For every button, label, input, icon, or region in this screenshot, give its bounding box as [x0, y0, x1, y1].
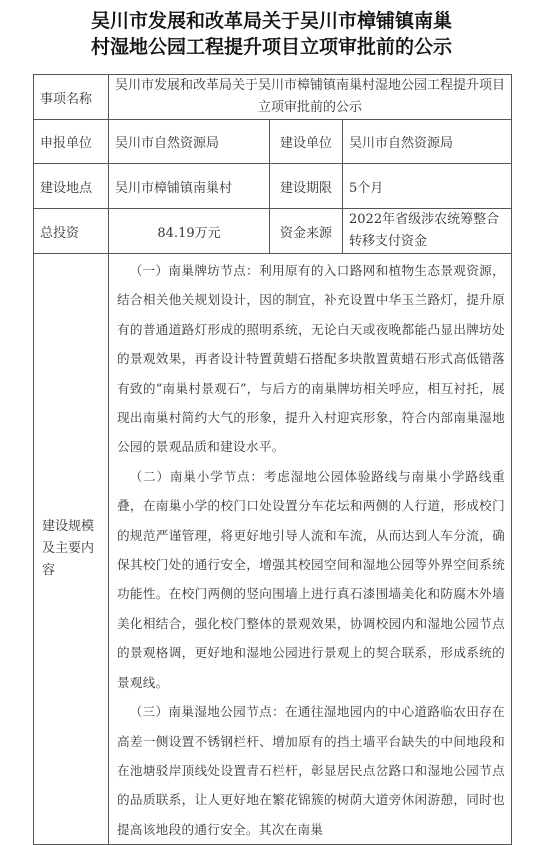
builder-value: 吴川市自然资源局: [343, 120, 512, 164]
fund-label: 资金来源: [270, 209, 343, 254]
row-applicant: [34, 120, 512, 164]
period-label: 建设期限: [270, 164, 343, 209]
builder-label: 建设单位: [270, 120, 343, 164]
row-location: [34, 164, 512, 209]
investment-value: 84.19万元: [109, 209, 270, 254]
scope-paragraph-1: （一）南巢牌坊节点：利用原有的入口路网和植物生态景观资源，结合相关他关规划设计，因的制宜，补充设置中华玉兰路灯，提升原有的普通道路灯形成的照明系统，无论白天或夜晚都能凸显出牌坊处的景观效果，再者设计特置黄蜡石搭配多块散置黄蜡石形式高低错落有致的“南巢村景观石”，与后方的南巢牌坊相关呼应，相互衬托，展现出南巢村简约大气的形象，提升入村迎宾形象，符合内部南巢湿地公园的景观品质和建设水平。: [117, 263, 506, 455]
period-value: 5个月: [343, 164, 512, 209]
row-item-name: [34, 75, 512, 120]
scope-content: [109, 254, 512, 845]
location-label: 建设地点: [34, 164, 109, 209]
document-title: [0, 8, 543, 60]
title-line-2: 村湿地公园工程提升项目立项审批前的公示: [90, 36, 452, 58]
item-name-label: 事项名称: [34, 75, 109, 120]
applicant-label: 申报单位: [34, 120, 109, 164]
row-investment: [34, 209, 512, 254]
item-name-value: 吴川市发展和改革局关于吴川市樟铺镇南巢村湿地公园工程提升项目立项审批前的公示: [109, 75, 512, 120]
title-line-1: 吴川市发展和改革局关于吴川市樟铺镇南巢: [90, 10, 452, 32]
location-value: 吴川市樟铺镇南巢村: [109, 164, 270, 209]
scope-paragraph-3: （三）南巢湿地公园节点：在通往湿地园内的中心道路临农田存在高差一侧设置不锈钢栏杆、增加原有的挡土墙平台缺失的中间地段和在池塘驳岸顶线处设置青石栏杆，彰显居民点岔路口和湿地公园节点的品质联系，让人更好地在繁花锦簇的树荫大道旁休闲游憩，同时也提高该地段的通行安全。其次在南巢: [117, 704, 506, 837]
investment-label: 总投资: [34, 209, 109, 254]
project-info-table: [33, 74, 512, 845]
scope-paragraph-2: （二）南巢小学节点：考虑湿地公园体验路线与南巢小学路线重叠，在南巢小学的校门口处设置分车花坛和两侧的人行道，形成校门的规范严谨管理，将更好地引导人流和车流，从而达到人车分流，确保其校门处的通行安全，增强其校园空间和湿地公园等外界空间系统功能性。在校门两侧的竖向围墙上进行真石漆围墙美化和防腐木外墙美化相结合，强化校门整体的景观效果，协调校园内和湿地公园节点的景观格调，更好地和湿地公园进行景观上的契合联系，形成系统的景观线。: [117, 468, 506, 690]
row-scope: [34, 254, 512, 845]
fund-value: 2022年省级涉农统筹整合转移支付资金: [343, 209, 512, 254]
applicant-value: 吴川市自然资源局: [109, 120, 270, 164]
scope-label: 建设规模及主要内容: [34, 254, 109, 845]
